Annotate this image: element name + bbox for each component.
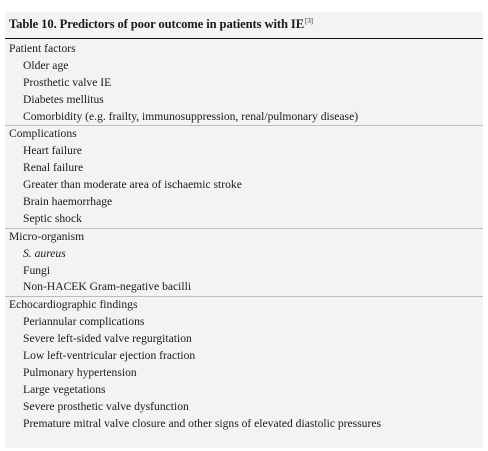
- list-item: Pulmonary hypertension: [23, 365, 137, 379]
- list-item: Premature mitral valve closure and other signs of elevated diastolic pressures: [23, 416, 382, 430]
- list-item: Brain haemorrhage: [23, 195, 113, 209]
- section-heading-echocardiographic-findings: Echocardiographic findings: [9, 298, 138, 312]
- list-item: Severe prosthetic valve dysfunction: [23, 399, 189, 413]
- list-item: S. aureus: [23, 246, 66, 260]
- list-item: Diabetes mellitus: [23, 92, 104, 106]
- table-title-row: [5, 12, 483, 39]
- table-title-text: Table 10. Predictors of poor outcome in patients with IE: [9, 17, 305, 31]
- section-heading-complications: Complications: [9, 127, 77, 141]
- list-item: Heart failure: [23, 144, 82, 158]
- list-item: Low left-ventricular ejection fraction: [23, 349, 196, 363]
- list-item: Fungi: [23, 263, 51, 277]
- list-item: Periannular complications: [23, 315, 145, 329]
- table-panel: [5, 12, 483, 448]
- list-item: Large vegetations: [23, 382, 106, 396]
- list-item: Renal failure: [23, 161, 84, 175]
- list-item: Comorbidity (e.g. frailty, immunosuppression, renal/pulmonary disease): [23, 109, 359, 123]
- list-item: Septic shock: [23, 211, 82, 225]
- table-title: [9, 17, 313, 32]
- table-body: [5, 41, 483, 432]
- section-heading-patient-factors: Patient factors: [9, 42, 76, 55]
- list-item: Severe left-sided valve regurgitation: [23, 332, 192, 346]
- list-item: Greater than moderate area of ischaemic stroke: [23, 178, 242, 192]
- list-item: Older age: [23, 58, 69, 72]
- section-heading-micro-organism: Micro-organism: [9, 229, 85, 243]
- list-item: Prosthetic valve IE: [23, 75, 112, 89]
- list-item: Non-HACEK Gram-negative bacilli: [23, 280, 192, 294]
- table-title-reference: [3]: [305, 17, 313, 25]
